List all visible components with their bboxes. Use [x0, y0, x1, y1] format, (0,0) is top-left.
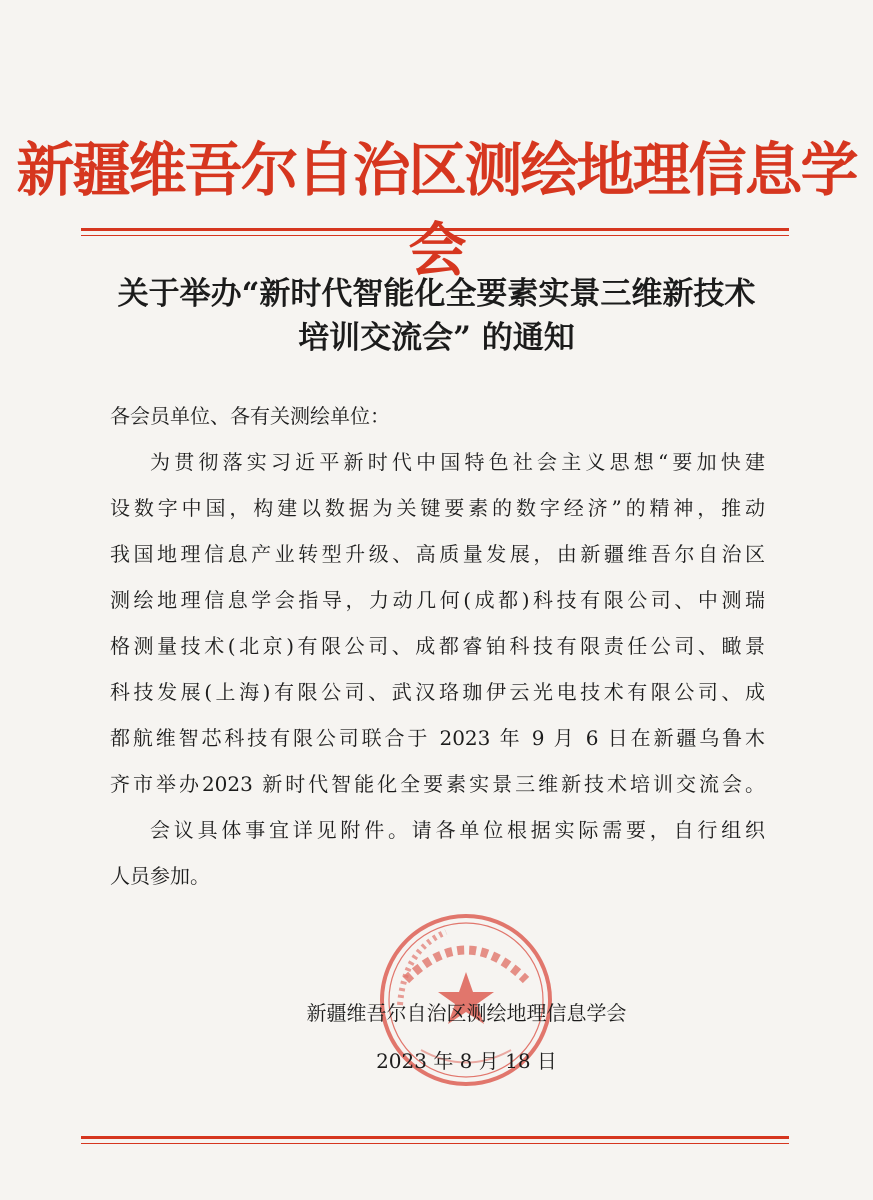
signature-date: 2023 年 8 月 18 日 [376, 1049, 557, 1073]
body-line: 设数字中国，构建以数据为关键要素的数字经济”的精神，推动 [110, 496, 765, 520]
body-line: 人员参加。 [110, 864, 210, 888]
footer-rule-thick [81, 1136, 789, 1139]
notice-title-line-1: 关于举办“新时代智能化全要素实景三维新技术 [117, 276, 756, 312]
body-line: 科技发展(上海)有限公司、武汉珞珈伊云光电技术有限公司、成 [110, 680, 765, 704]
body-line: 会议具体事宜详见附件。请各单位根据实际需要，自行组织 [150, 818, 765, 842]
header-rule-thick [81, 228, 789, 231]
body-line: 我国地理信息产业转型升级、高质量发展，由新疆维吾尔自治区 [110, 542, 765, 566]
salutation: 各会员单位、各有关测绘单位： [110, 404, 390, 428]
header-rule-thin [81, 235, 789, 236]
signature-organization: 新疆维吾尔自治区测绘地理信息学会 [306, 1001, 627, 1025]
body-line: 为贯彻落实习近平新时代中国特色社会主义思想“要加快建 [150, 450, 765, 474]
footer-rule-thin [81, 1143, 789, 1144]
notice-title-line-2: 培训交流会” 的通知 [298, 320, 575, 356]
body-line: 齐市举办2023 新时代智能化全要素实景三维新技术培训交流会。 [110, 772, 765, 796]
org-letterhead-title: 新疆维吾尔自治区测绘地理信息学会 [16, 136, 857, 284]
body-line: 都航维智芯科技有限公司联合于 2023 年 9 月 6 日在新疆乌鲁木 [110, 726, 765, 750]
body-line: 格测量技术(北京)有限公司、成都睿铂科技有限责任公司、瞰景 [110, 634, 765, 658]
body-line: 测绘地理信息学会指导，力动几何(成都)科技有限公司、中测瑞 [110, 588, 765, 612]
